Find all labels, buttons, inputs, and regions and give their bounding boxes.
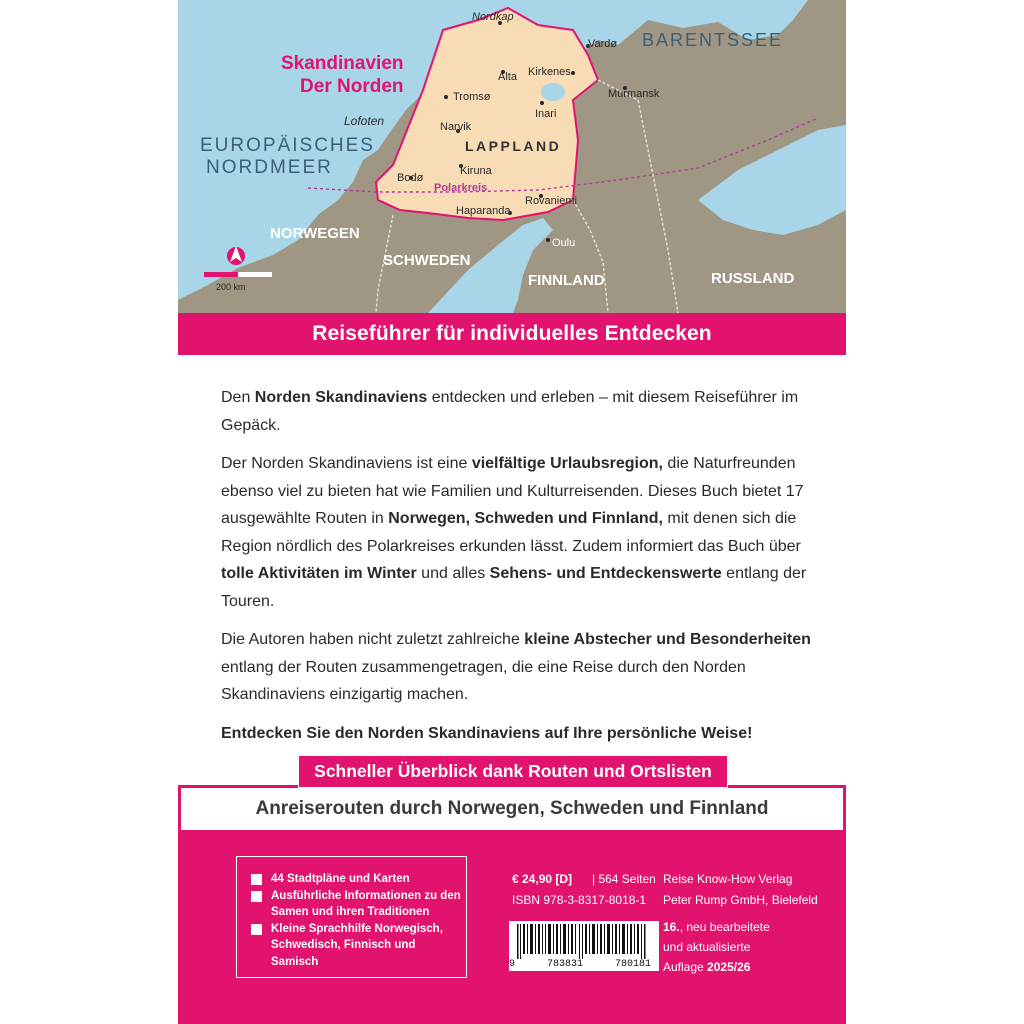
sea-label-nordmeer [200, 135, 375, 179]
country-label: FINNLAND [528, 272, 605, 289]
feature-box [236, 856, 467, 978]
place-label: Nordkap [472, 11, 514, 23]
scale-label: 200 km [216, 282, 246, 292]
place-label: Lofoten [344, 114, 385, 128]
region-map [178, 0, 846, 313]
country-label: RUSSLAND [711, 270, 795, 287]
paragraph-details: Der Norden Skandinaviens ist eine vielfältige Urlaubsregion, die Naturfreunden ebenso viel zu bieten hat wie Familien und Kulturreisenden. Dieses Buch bietet 17 ausgewählte Routen in Norwegen, Schweden und Finnland, mit denen sich die Region nördlich des Polarkreises erkunden lässt. Zudem informiert das Buch über tolle Aktivitäten im Winter und alles Sehens- und Entdeckenswerte entlang der Touren. [221, 455, 807, 610]
band-title: Reiseführer für individuelles Entdecken [178, 313, 846, 355]
overview-tag: Schneller Überblick dank Routen und Ortslisten [298, 755, 728, 788]
paragraph-closing: Entdecken Sie den Norden Skandinaviens auf Ihre persönliche Weise! [221, 724, 753, 742]
place-label: Alta [498, 71, 517, 83]
paragraph-authors: Die Autoren haben nicht zuletzt zahlreiche kleine Abstecher und Besonderheiten entlang der Routen zusammengetragen, die eine Reise durch den Norden Skandinaviens einzigartig machen. [221, 631, 811, 703]
place-label: Rovaniemi [525, 195, 577, 207]
feature-item: Kleine Sprachhilfe Norwegisch, Schwedisch, Finnisch und Samisch [251, 921, 461, 971]
place-label: Vardø [588, 38, 618, 50]
book-back-cover [178, 0, 846, 1024]
place-label: Tromsø [453, 91, 491, 103]
feature-list [251, 871, 461, 970]
sea-label-nordmeer-line1: EUROPÄISCHES [200, 135, 375, 156]
sea-label-nordmeer-line2: NORDMEER [206, 157, 333, 178]
place-label: Bodø [397, 172, 424, 184]
barcode-bars [509, 921, 659, 959]
place-label: Narvik [440, 121, 472, 133]
edition-line3: Auflage 2025/26 [663, 960, 751, 974]
paragraph-intro: Den Norden Skandinaviens entdecken und erleben – mit diesem Reiseführer im Gepäck. [221, 389, 799, 434]
feature-item: 44 Stadtpläne und Karten [251, 871, 461, 888]
edition-line2: und aktualisierte [663, 940, 751, 954]
place-label: Kiruna [460, 165, 492, 177]
edition-line1: 16., neu bearbeitete [663, 920, 770, 934]
description-text [221, 384, 813, 758]
feature-item: Ausführliche Informationen zu den Samen und ihren Traditionen [251, 888, 461, 921]
routes-tag: Anreiserouten durch Norwegen, Schweden und Finnland [181, 788, 843, 830]
region-label-lappland: LAPPLAND [465, 138, 562, 154]
map-title-line2: Der Norden [300, 76, 404, 97]
place-label: Inari [535, 108, 557, 120]
map-title [281, 52, 404, 98]
price: € 24,90 [D] [512, 872, 573, 886]
barcode [509, 921, 659, 971]
place-label: Haparanda [456, 205, 511, 217]
publisher-line2: Peter Rump GmbH, Bielefeld [663, 893, 818, 907]
country-label: NORWEGEN [270, 225, 360, 242]
isbn: ISBN 978-3-8317-8018-1 [512, 893, 647, 907]
place-label: Polarkreis [434, 182, 488, 194]
country-label: SCHWEDEN [383, 252, 471, 269]
place-label: Murmansk [608, 88, 660, 100]
lake-inari [541, 83, 565, 101]
page-count: | 564 Seiten [592, 872, 656, 886]
sea-label-barentssee: BARENTSSEE [642, 30, 784, 50]
place-label: Kirkenes [528, 66, 571, 78]
publisher-line1: Reise Know-How Verlag [663, 872, 793, 886]
barcode-number: 9 783831 780181 [509, 959, 651, 970]
map-title-line1: Skandinavien [281, 53, 404, 74]
place-label: Oulu [552, 237, 576, 249]
